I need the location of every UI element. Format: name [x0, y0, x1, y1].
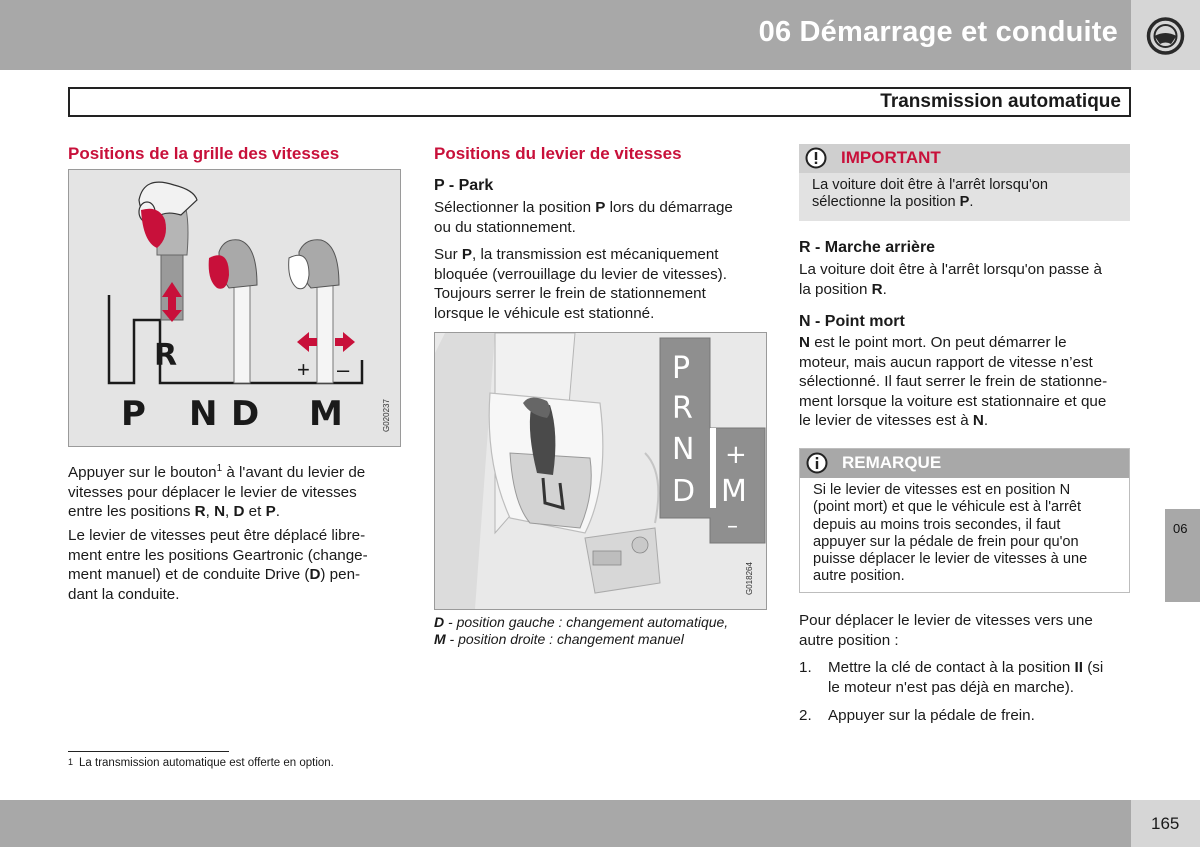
mid-heading: Positions du levier de vitesses — [434, 144, 682, 163]
chapter-icon-box — [1131, 0, 1200, 70]
remarque-text: Si le levier de vitesses est en position N (point mort) et que le véhicule est à l'arrêt depuis au moins trois secondes, il faut appuyer sur la pédale de frein pour qu'on puisse déplacer le levier de vitesses à une autre position. — [813, 482, 1088, 585]
page-number: 165 — [1151, 814, 1180, 833]
gear-letter-n: N — [189, 394, 218, 434]
chapter-header-band — [0, 0, 1200, 70]
left-para-2: Le levier de vitesses peut être déplacé libre- ment entre les positions Geartronic (change- ment manuel) et de conduite Drive (D) pen- dant la conduite. — [68, 527, 368, 603]
indicator-minus: – — [727, 514, 738, 539]
footnote-rule — [68, 751, 229, 752]
step-2-text: Appuyer sur la pédale de frein. — [828, 707, 1035, 724]
indicator-r: R — [672, 391, 693, 426]
mid-para-2: Sur P, la transmission est mécaniquement bloquée (verrouillage du levier de vitesses). Toujours serrer le frein de stationnement lorsque le véhicule est stationné. — [434, 246, 727, 322]
side-tab-label: 06 — [1173, 521, 1188, 536]
section-title-box — [68, 87, 1131, 117]
figure-id-2: G018264 — [745, 562, 754, 595]
chapter-side-tab[interactable] — [1165, 509, 1200, 602]
step-1-number: 1. — [799, 659, 812, 676]
important-text: La voiture doit être à l'arrêt lorsqu'on sélectionne la position P. — [812, 177, 1048, 211]
important-box — [799, 144, 1130, 221]
gate-plus: + — [297, 357, 310, 382]
indicator-d: D — [672, 474, 696, 509]
sub-reverse: R - Marche arrière — [799, 239, 936, 256]
indicator-m: M — [721, 474, 747, 509]
gear-letter-p: P — [121, 394, 146, 434]
section-title: Transmission automatique — [880, 91, 1121, 112]
gear-gate-figure — [68, 169, 401, 447]
indicator-p: P — [672, 351, 691, 386]
gear-gate-illustration — [69, 170, 400, 446]
footnote-text: La transmission automatique est offerte en option. — [79, 757, 334, 769]
footnote — [68, 757, 334, 769]
important-header — [799, 144, 1130, 173]
console-figure — [434, 332, 767, 610]
mid-para-1: Sélectionner la position P lors du démarrage ou du stationnement. — [434, 199, 733, 236]
footer-band — [0, 800, 1200, 847]
figure-id: G020237 — [382, 399, 391, 432]
sub-neutral: N - Point mort — [799, 313, 905, 330]
info-icon — [806, 452, 828, 474]
remarque-header — [800, 449, 1129, 478]
console-caption: D - position gauche : changement automatique, M - position droite : changement manuel — [434, 614, 729, 647]
page-number-box — [1131, 800, 1200, 847]
exclamation-icon — [805, 147, 827, 169]
important-label: IMPORTANT — [841, 148, 941, 167]
gear-letter-m: M — [309, 394, 343, 434]
step-1-text: Mettre la clé de contact à la position II (si le moteur n'est pas déjà en marche). — [828, 659, 1104, 696]
move-para: Pour déplacer le levier de vitesses vers une autre position : — [799, 612, 1093, 649]
gate-letter-r: R — [154, 338, 178, 373]
indicator-n: N — [672, 432, 695, 467]
console-illustration — [435, 333, 766, 609]
remarque-label: REMARQUE — [842, 453, 942, 472]
left-para-1: Appuyer sur le bouton$^1$ à l'avant du levier de vitesses pour déplacer le levier de vitesses entre les positions R, N, D et P. — [68, 463, 366, 521]
indicator-plus: + — [725, 440, 747, 470]
gate-minus: – — [337, 357, 350, 382]
gear-letter-d: D — [231, 394, 260, 434]
remarque-box — [799, 448, 1130, 593]
left-heading: Positions de la grille des vitesses — [68, 144, 340, 163]
steering-wheel-icon — [1131, 0, 1200, 70]
step-2-number: 2. — [799, 707, 812, 724]
footnote-number: 1 — [68, 757, 74, 767]
reverse-para: La voiture doit être à l'arrêt lorsqu'on passe à la position R. — [799, 261, 1102, 298]
sub-park: P - Park — [434, 177, 494, 194]
neutral-para: N est le point mort. On peut démarrer le moteur, mais aucun rapport de vitesse n’est sélectionné. Il faut serrer le frein de stationne- ment lorsque la voiture est stationnaire et que le levier de vitesses est à N. — [799, 334, 1108, 429]
chapter-title: 06 Démarrage et conduite — [758, 16, 1118, 48]
